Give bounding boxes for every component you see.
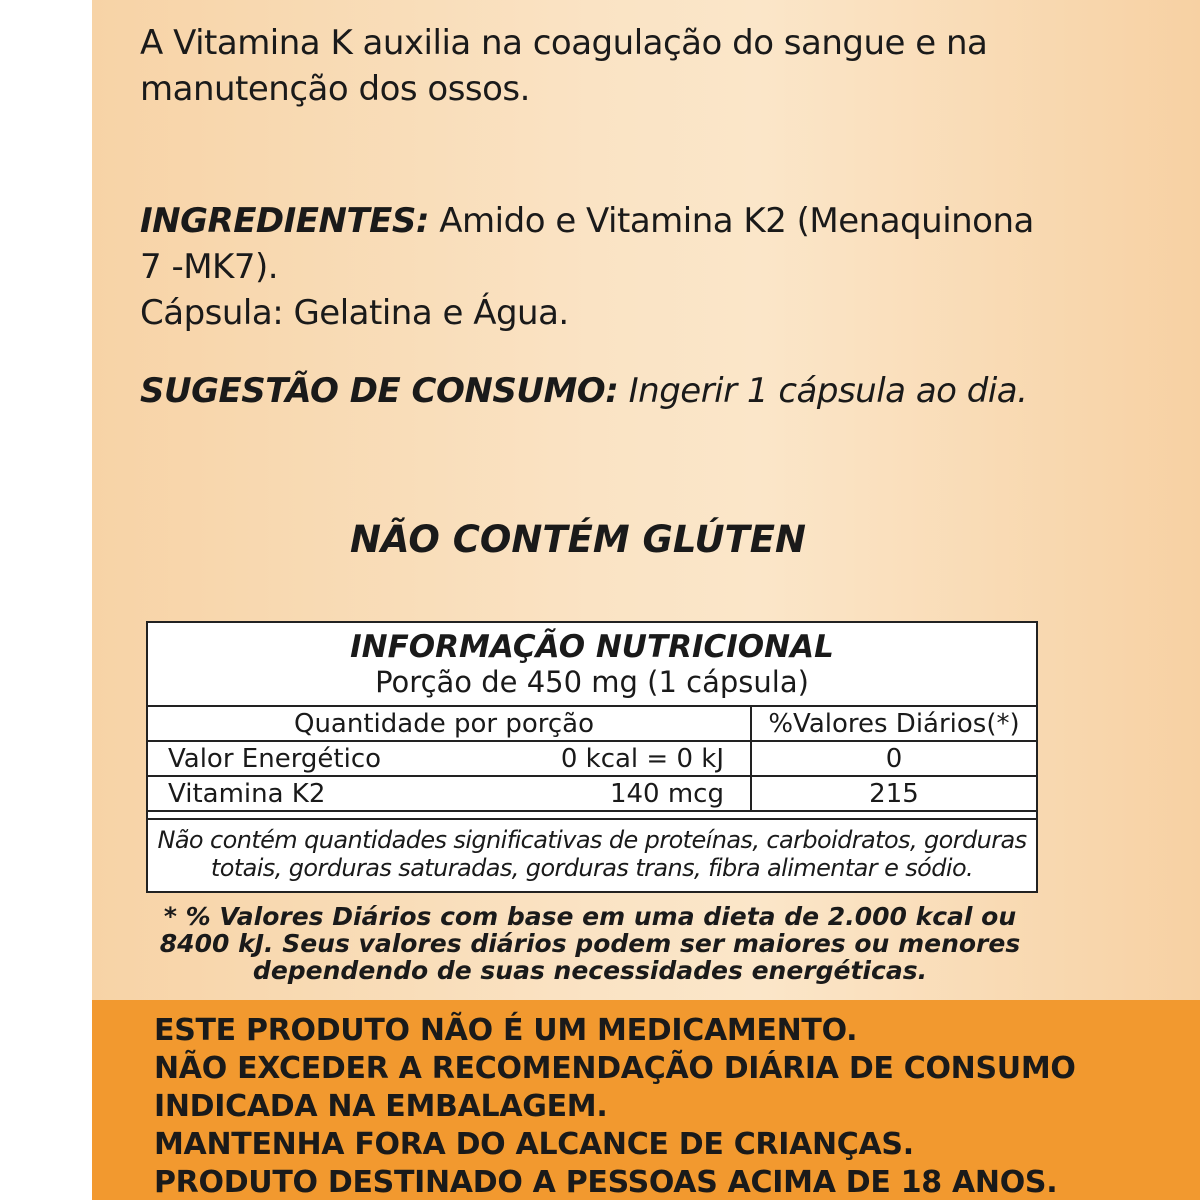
warning-line: ESTE PRODUTO NÃO É UM MEDICAMENTO. bbox=[154, 1013, 858, 1048]
nutrition-table-portion: Porção de 450 mg (1 cápsula) bbox=[375, 665, 809, 699]
warning-text bbox=[154, 1012, 1076, 1200]
intro-paragraph bbox=[140, 20, 1140, 112]
nutrient-name: Vitamina K2 bbox=[168, 779, 326, 809]
nutrition-table-header bbox=[148, 623, 1036, 707]
table-row bbox=[148, 777, 1036, 812]
table-row bbox=[148, 742, 1036, 777]
nutrient-name: Valor Energético bbox=[168, 744, 382, 774]
column-header-quantity: Quantidade por porção bbox=[148, 707, 752, 740]
capsule-composition: Cápsula: Gelatina e Água. bbox=[140, 293, 569, 333]
nutrient-amount: 140 mcg bbox=[609, 779, 724, 809]
warning-line: PRODUTO DESTINADO A PESSOAS ACIMA DE 18 ANOS. bbox=[154, 1165, 1058, 1200]
footnote-line-2: totais, gorduras saturadas, gorduras trans, fibra alimentar e sódio. bbox=[210, 854, 974, 882]
nutrition-table-footnote bbox=[148, 820, 1036, 882]
nutrition-facts-table bbox=[146, 621, 1038, 893]
nutrition-table-title: INFORMAÇÃO NUTRICIONAL bbox=[350, 629, 834, 665]
footnote-line-1: Não contém quantidades significativas de proteínas, carboidratos, gorduras bbox=[157, 826, 1027, 854]
suggestion-text: Ingerir 1 cápsula ao dia. bbox=[628, 371, 1028, 411]
column-header-daily-values: %Valores Diários(*) bbox=[768, 709, 1020, 739]
warning-line: MANTENHA FORA DO ALCANCE DE CRIANÇAS. bbox=[154, 1127, 914, 1162]
ingredients-label: INGREDIENTES: bbox=[140, 201, 429, 241]
warning-line: NÃO EXCEDER A RECOMENDAÇÃO DIÁRIA DE CONSUMO bbox=[154, 1051, 1076, 1086]
warning-line: INDICADA NA EMBALAGEM. bbox=[154, 1089, 608, 1124]
ingredients-text-line-1: Amido e Vitamina K2 (Menaquinona bbox=[439, 201, 1034, 241]
suggestion-label: SUGESTÃO DE CONSUMO: bbox=[140, 371, 619, 411]
gluten-notice bbox=[0, 518, 1200, 561]
daily-value-note-line-2: 8400 kJ. Seus valores diários podem ser maiores ou menores bbox=[159, 929, 1021, 958]
intro-line-1: A Vitamina K auxilia na coagulação do sangue e na bbox=[140, 23, 988, 63]
gluten-notice-text: NÃO CONTÉM GLÚTEN bbox=[349, 518, 807, 561]
nutrition-column-headers bbox=[148, 707, 1036, 742]
intro-line-2: manutenção dos ossos. bbox=[140, 69, 530, 109]
daily-value-note bbox=[140, 903, 1040, 984]
daily-value-note-line-1: * % Valores Diários com base em uma dieta de 2.000 kcal ou bbox=[163, 902, 1017, 931]
ingredients-section bbox=[140, 198, 1180, 336]
daily-value-note-line-3: dependendo de suas necessidades energéticas. bbox=[252, 956, 928, 985]
nutrient-daily-value: 215 bbox=[869, 779, 919, 809]
ingredients-text-line-2: 7 -MK7). bbox=[140, 247, 279, 287]
nutrient-amount: 0 kcal = 0 kJ bbox=[560, 744, 724, 774]
nutrient-daily-value: 0 bbox=[885, 744, 903, 774]
consumption-suggestion bbox=[140, 368, 1180, 414]
table-divider bbox=[148, 812, 1036, 820]
